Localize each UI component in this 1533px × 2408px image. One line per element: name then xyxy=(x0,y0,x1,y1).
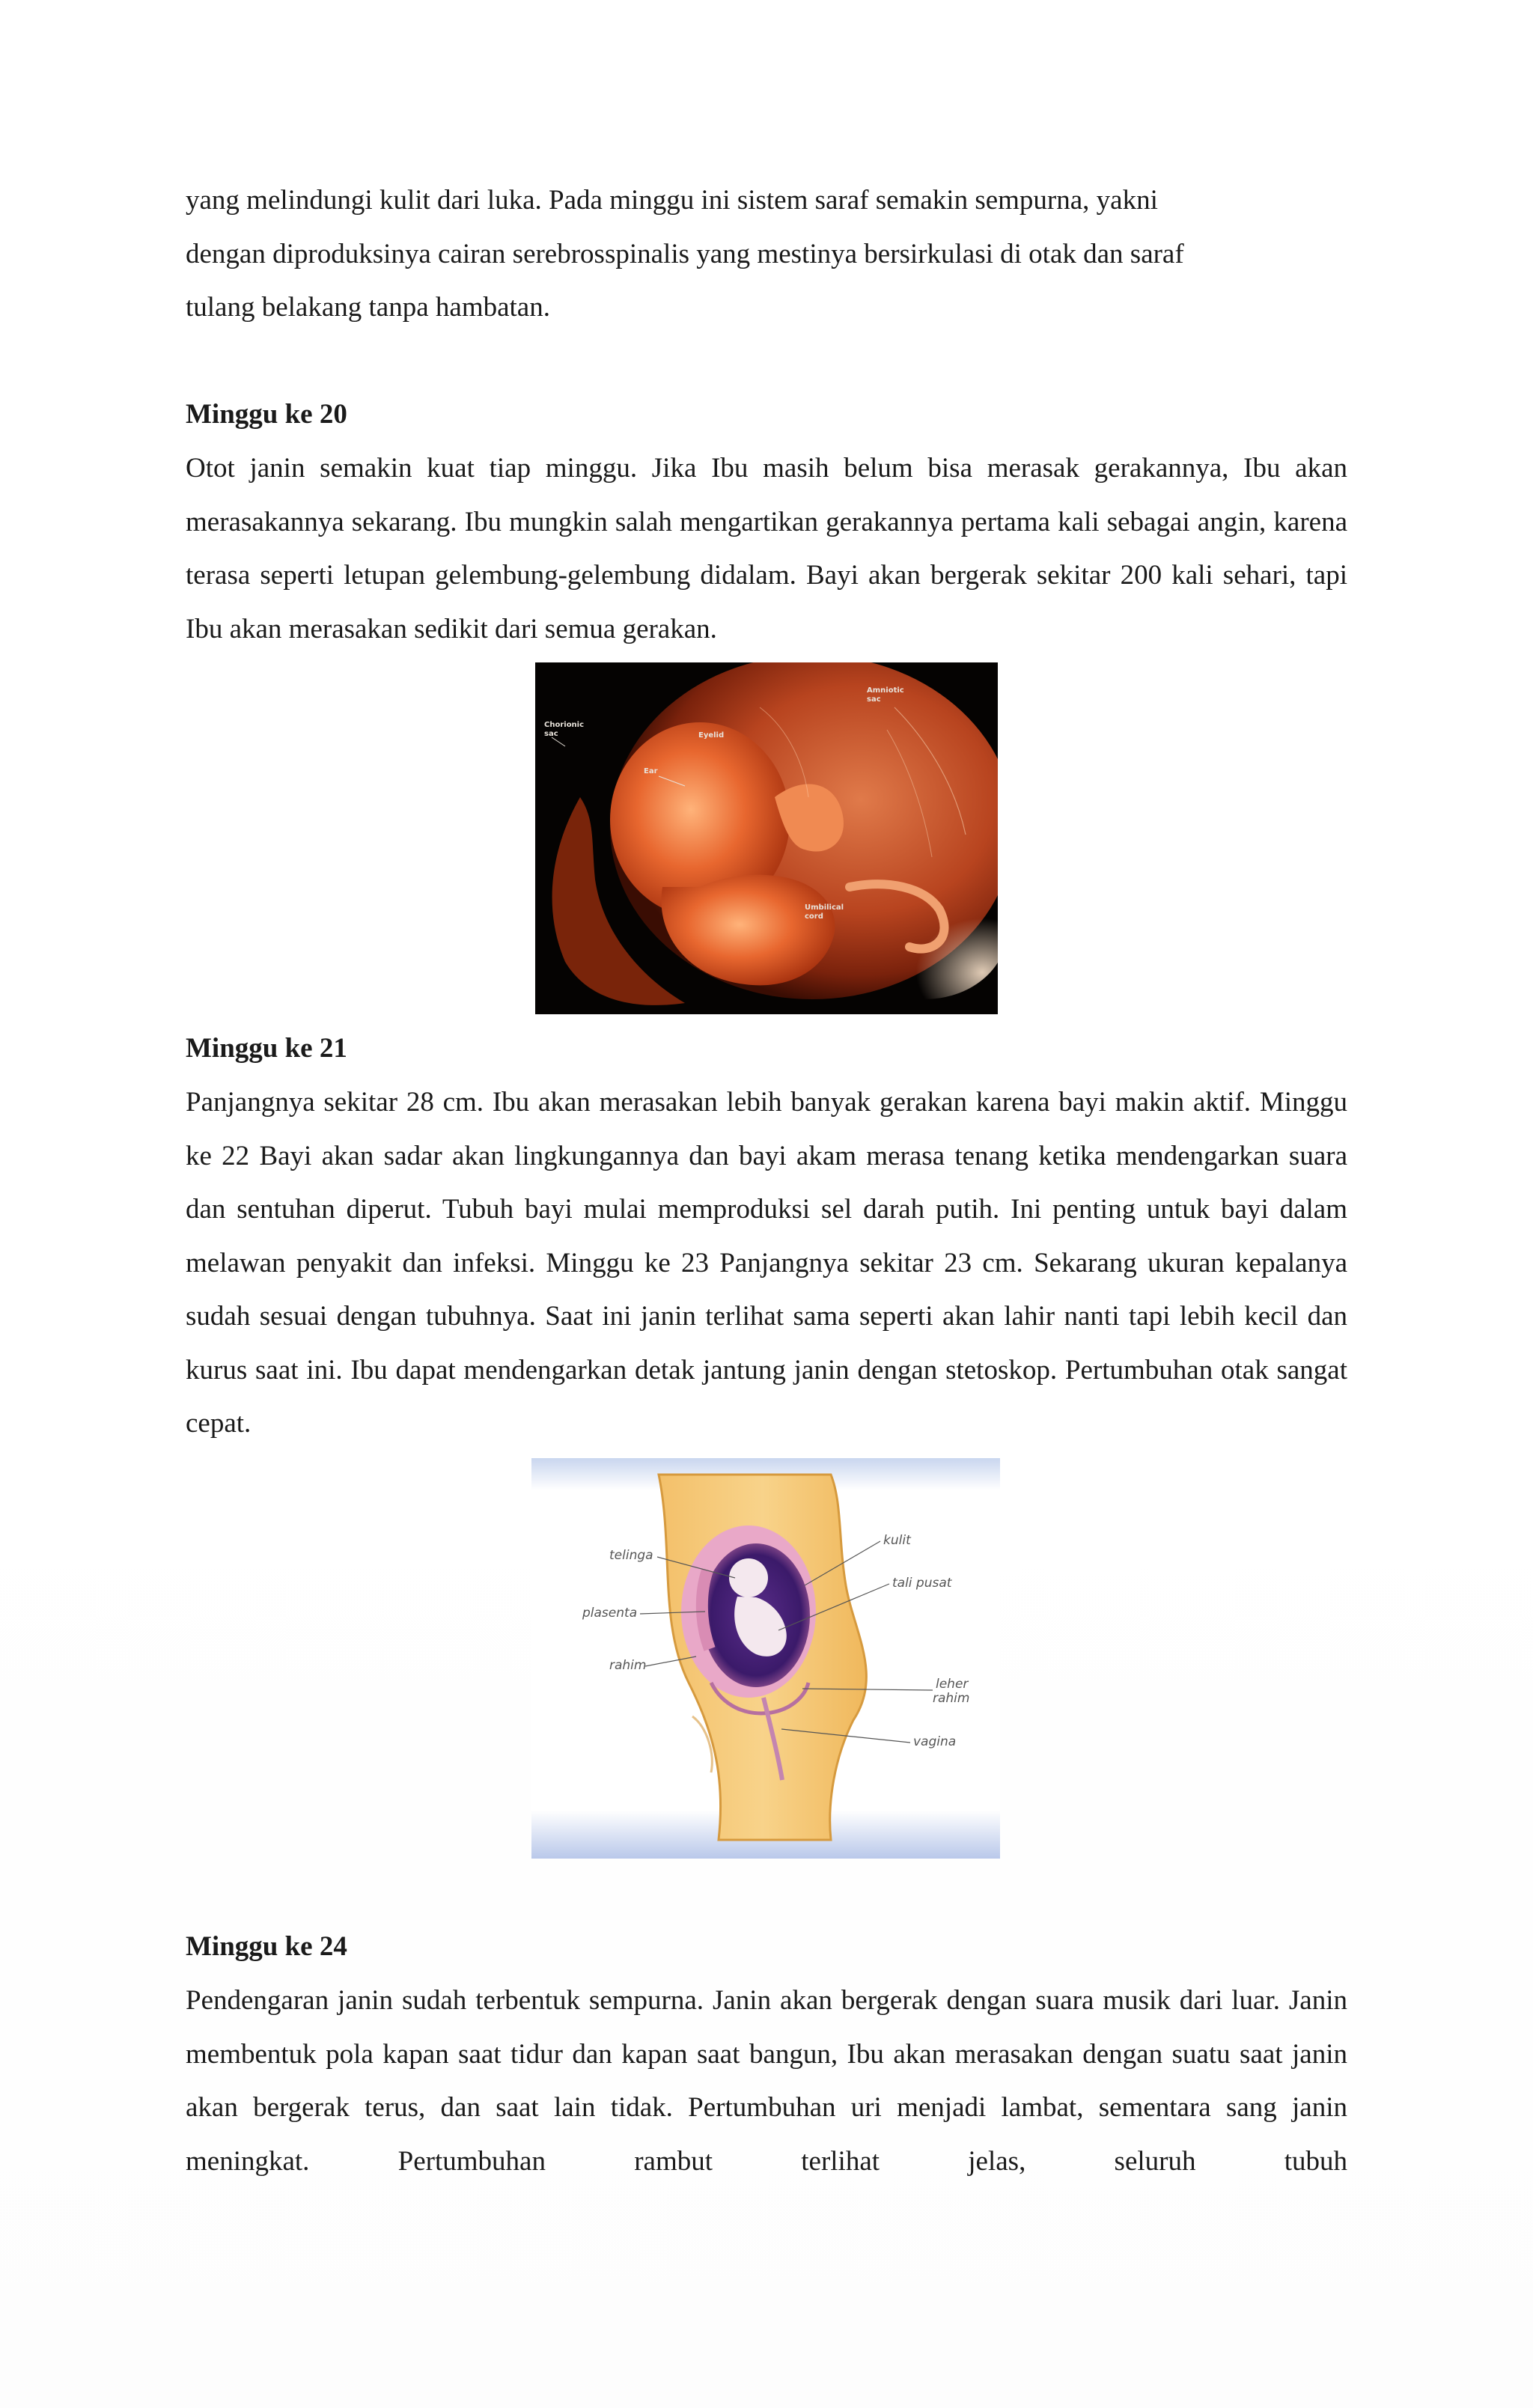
heading-week-20: Minggu ke 20 xyxy=(186,399,347,430)
label-umbilical-cord: Umbilical xyxy=(805,903,844,912)
label-amniotic-sac: Amniotic xyxy=(867,686,904,695)
intro-line-2: dengan diproduksinya cairan serebrosspinalis yang mestinya bersirkulasi di otak dan saraf xyxy=(186,238,1184,269)
label-kulit: kulit xyxy=(883,1533,911,1548)
label-leher-rahim-2: rahim xyxy=(933,1691,970,1706)
label-leher-rahim: leher xyxy=(936,1677,969,1692)
fetus-illustration xyxy=(535,662,998,1014)
label-chorionic-sac-2: sac xyxy=(544,730,558,738)
label-ear: Ear xyxy=(644,767,658,775)
heading-week-21: Minggu ke 21 xyxy=(186,1033,347,1064)
heading-week-24: Minggu ke 24 xyxy=(186,1931,347,1962)
label-plasenta: plasenta xyxy=(582,1606,638,1621)
label-telinga: telinga xyxy=(609,1548,653,1563)
intro-line-1: yang melindungi kulit dari luka. Pada minggu ini sistem saraf semakin sempurna, yakni xyxy=(186,185,1158,216)
label-umbilical-cord-2: cord xyxy=(805,912,823,921)
week-20-paragraph: Otot janin semakin kuat tiap minggu. Jika Ibu masih belum bisa merasak gerakannya, Ibu akan merasakannya sekarang. Ibu mungkin salah mengartikan gerakannya pertama kali sebagai angin, karena terasa seperti letupan gelembung-gelembung didalam. Bayi akan bergerak sekitar 200 kali sehari, tapi Ibu akan merasakan sedikit dari semua gerakan. xyxy=(186,453,1347,644)
intro-line-3: tulang belakang tanpa hambatan. xyxy=(186,292,550,323)
intro-paragraph xyxy=(186,174,1347,335)
label-chorionic-sac: Chorionic xyxy=(544,721,585,729)
label-amniotic-sac-2: sac xyxy=(867,695,881,704)
uterus-cross-section-image xyxy=(531,1458,1000,1859)
week-24-paragraph: Pendengaran janin sudah terbentuk sempurna. Janin akan bergerak dengan suara musik dari luar. Janin membentuk pola kapan saat tidur dan kapan saat bangun, Ibu akan merasakan dengan suatu saat janin akan bergerak terus, dan saat lain tidak. Pertumbuhan uri menjadi lambat, sementara sang janin meningkat. Pertumbuhan rambut terlihat jelas, seluruh tubuh xyxy=(186,1985,1347,2177)
label-rahim: rahim xyxy=(609,1658,647,1673)
week-21-paragraph: Panjangnya sekitar 28 cm. Ibu akan merasakan lebih banyak gerakan karena bayi makin aktif. Minggu ke 22 Bayi akan sadar akan lingkungannya dan bayi akam merasa tenang ketika mendengarkan suara dan sentuhan diperut. Tubuh bayi mulai memproduksi sel darah putih. Ini penting untuk bayi dalam melawan penyakit dan infeksi. Minggu ke 23 Panjangnya sekitar 23 cm. Sekarang ukuran kepalanya sudah sesuai dengan tubuhnya. Saat ini janin terlihat sama seperti akan lahir nanti tapi lebih kecil dan kurus saat ini. Ibu dapat mendengarkan detak jantung janin dengan stetoskop. Pertumbuhan otak sangat cepat. xyxy=(186,1087,1347,1439)
fetus-week-20-image xyxy=(535,662,998,1014)
label-vagina: vagina xyxy=(913,1734,957,1749)
uterus-diagram xyxy=(531,1458,1000,1859)
label-eyelid: Eyelid xyxy=(698,731,725,740)
label-tali-pusat: tali pusat xyxy=(892,1576,952,1591)
